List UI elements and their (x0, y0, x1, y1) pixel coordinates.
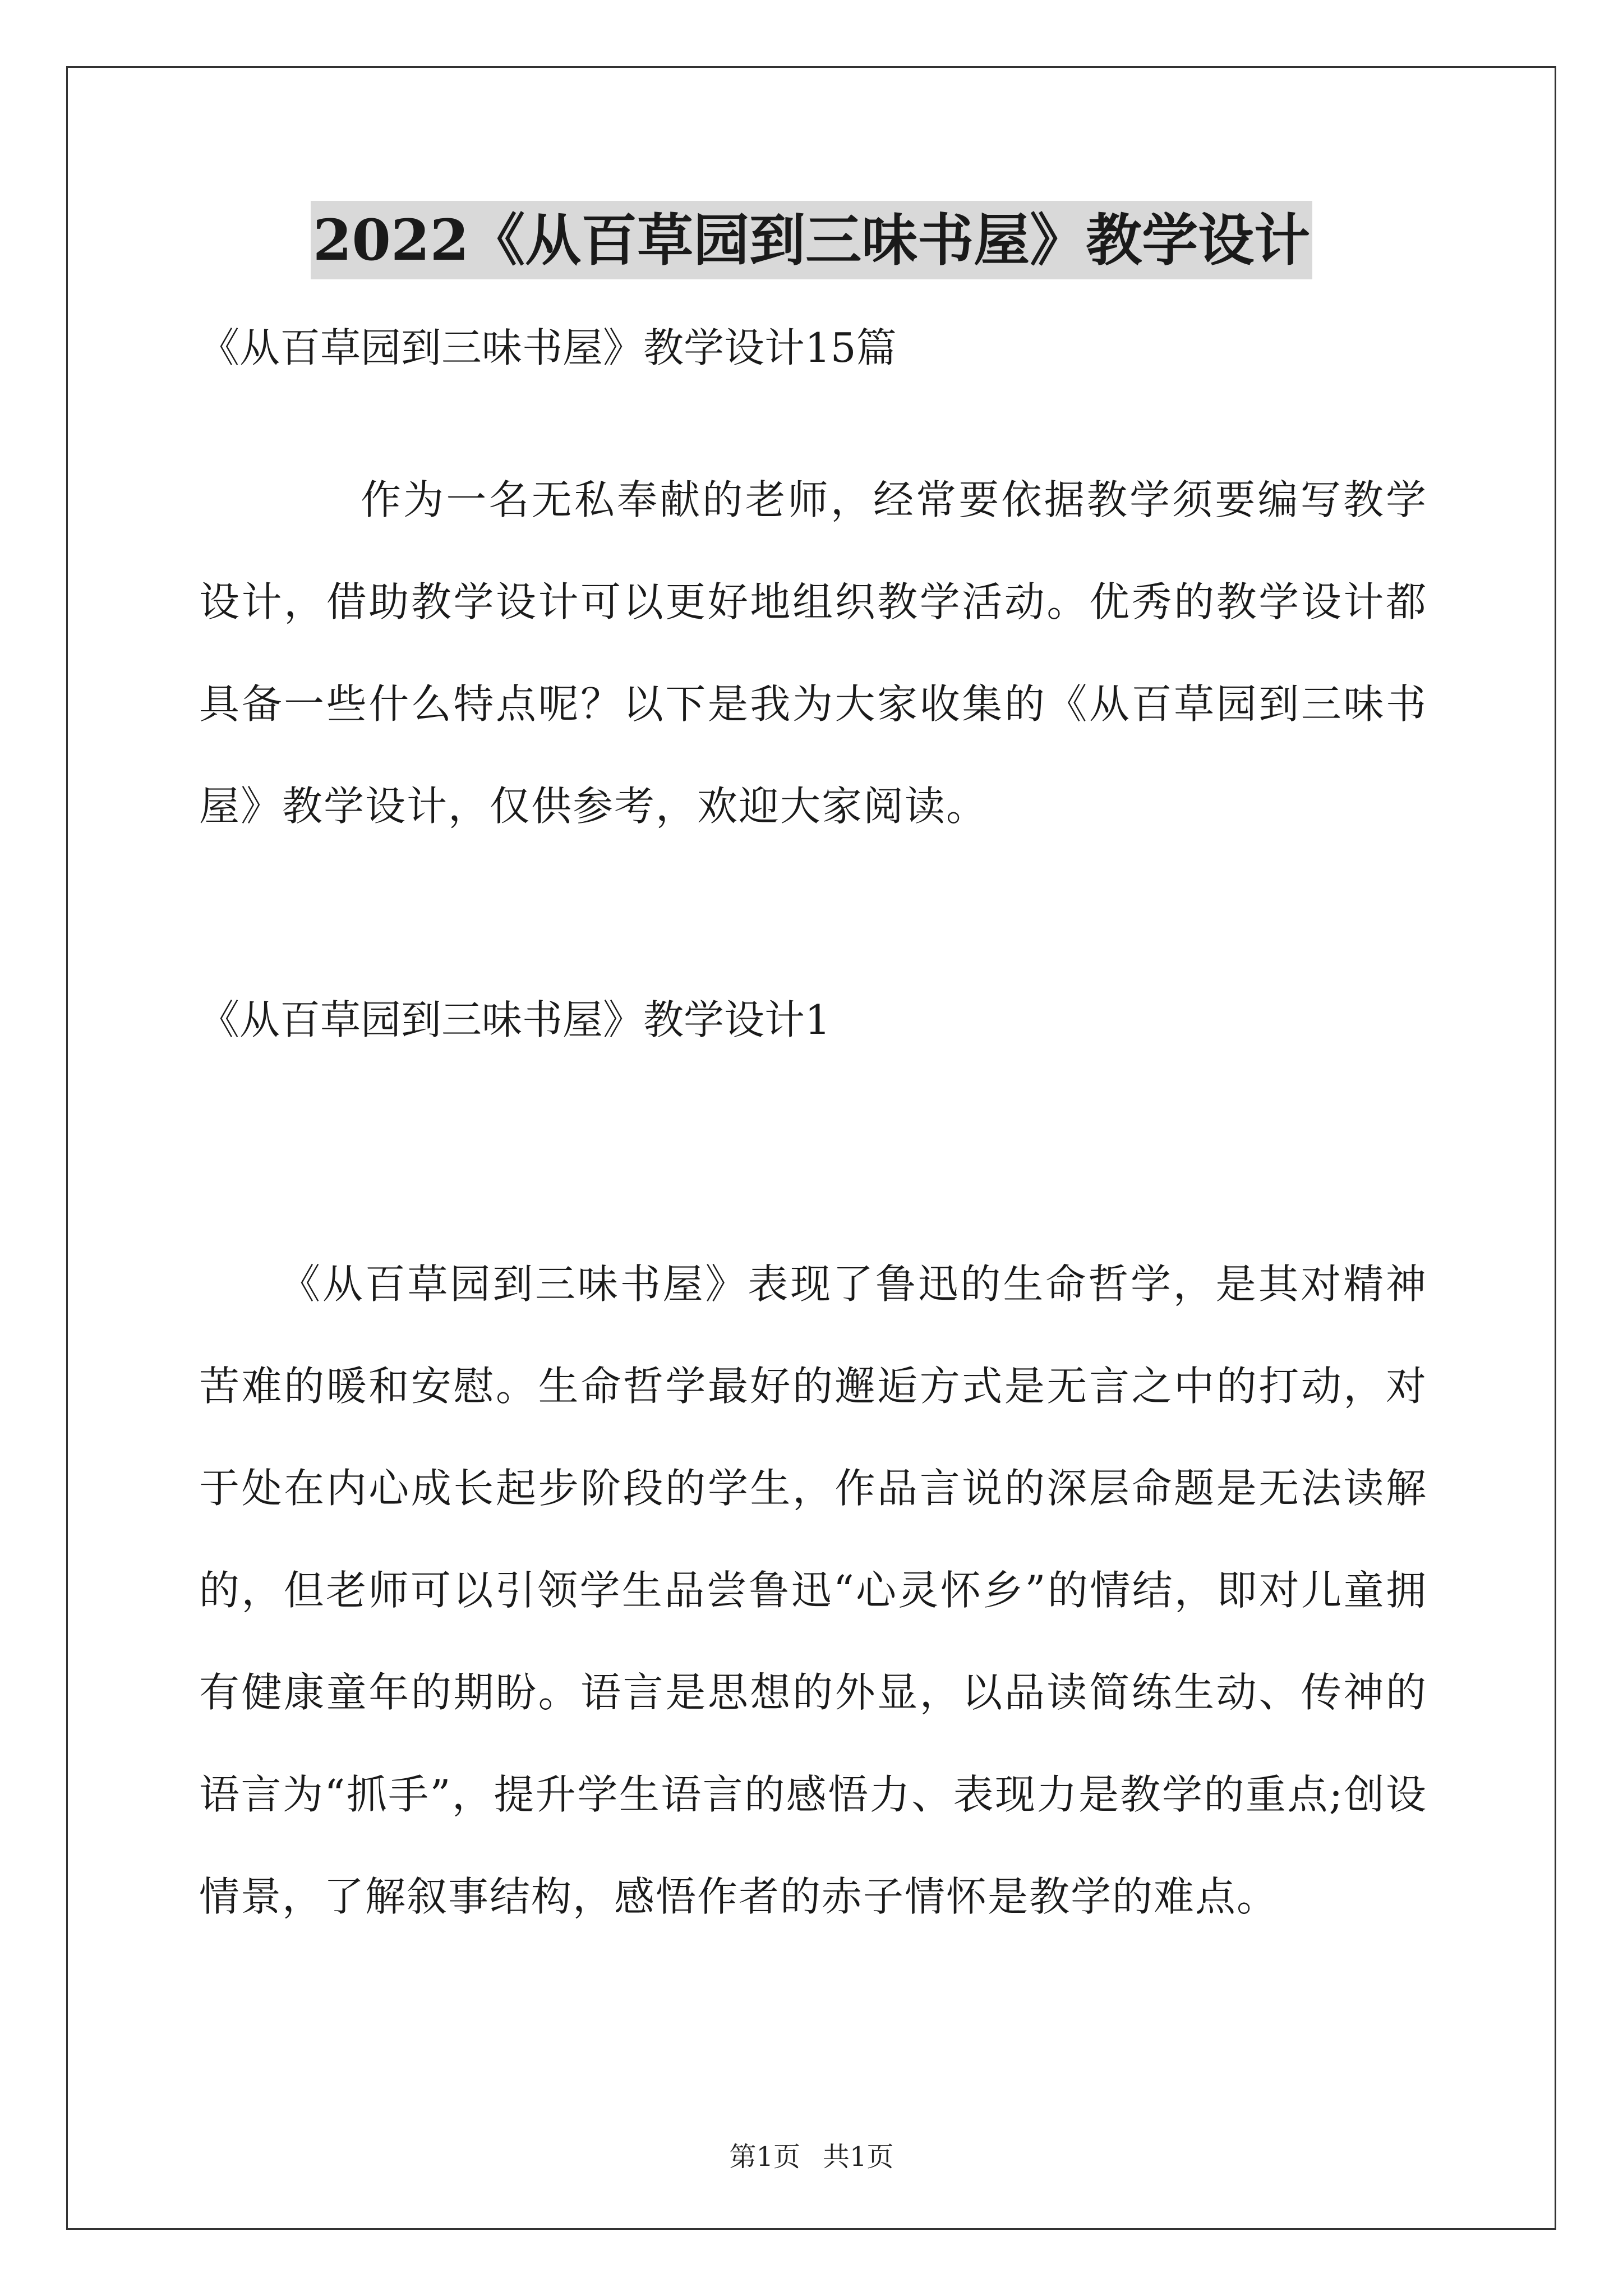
document-body (199, 303, 1427, 1948)
page-number: 第1页 (729, 2141, 800, 2173)
document-title: 2022《从百草园到三味书屋》教学设计 (311, 201, 1312, 279)
intro-paragraph: 作为一名无私奉献的老师，经常要依据教学须要编写教学设计，借助教学设计可以更好地组织教学活动。优秀的教学设计都具备一些什么特点呢？以下是我为大家收集的《从百草园到三味书屋》教学设计，仅供参考，欢迎大家阅读。 (199, 476, 1427, 830)
section-heading: 《从百草园到三味书屋》教学设计1 (199, 996, 831, 1043)
document-subtitle: 《从百草园到三味书屋》教学设计15篇 (199, 324, 897, 371)
page-total: 共1页 (823, 2141, 894, 2173)
title-container (0, 201, 1623, 279)
page-footer (0, 2140, 1623, 2174)
section-paragraph: 《从百草园到三味书屋》表现了鲁迅的生命哲学，是其对精神苦难的暖和安慰。生命哲学最好的邂逅方式是无言之中的打动，对于处在内心成长起步阶段的学生，作品言说的深层命题是无法读解的，但老师可以引领学生品尝鲁迅“心灵怀乡”的情结，即对儿童拥有健康童年的期盼。语言是思想的外显，以品读简练生动、传神的语言为“抓手”，提升学生语言的感悟力、表现力是教学的重点;创设情景，了解叙事结构，感悟作者的赤子情怀是教学的难点。 (199, 1260, 1427, 1920)
